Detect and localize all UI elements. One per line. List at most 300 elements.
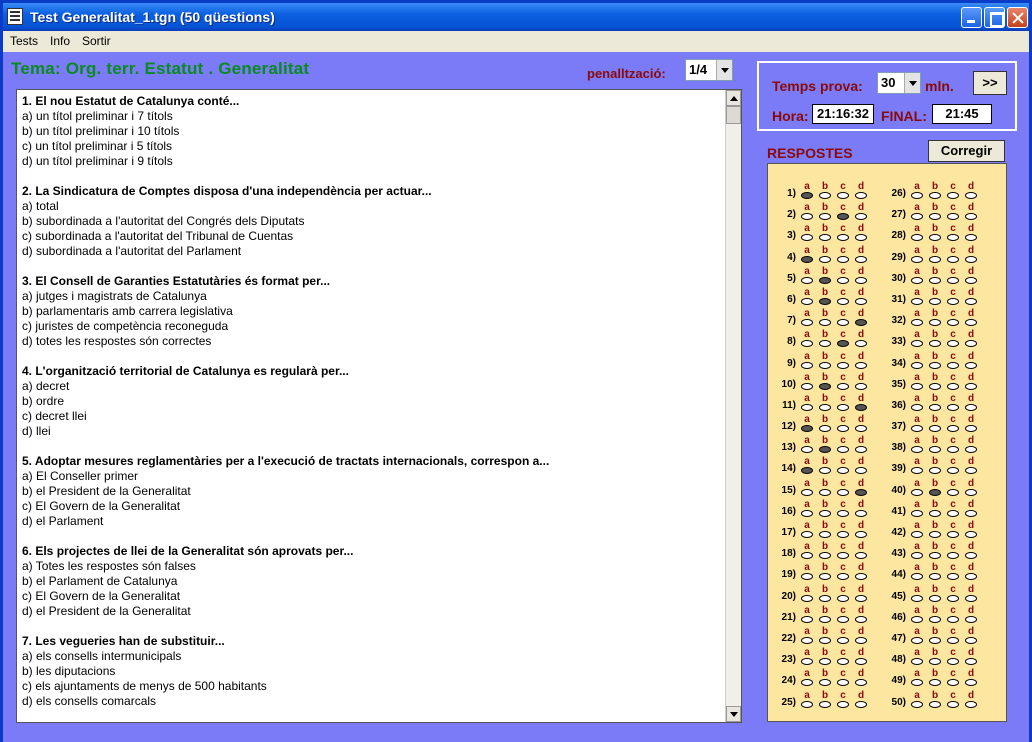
answer-bubble[interactable] (947, 467, 959, 474)
answer-option-d[interactable] (854, 415, 868, 432)
answer-option-b[interactable] (818, 606, 832, 623)
answer-bubble[interactable] (819, 595, 831, 602)
answer-bubble[interactable] (819, 340, 831, 347)
answer-bubble[interactable] (929, 510, 941, 517)
answer-bubble[interactable] (855, 616, 867, 623)
answer-option-d[interactable] (964, 203, 978, 220)
answer-bubble[interactable] (837, 340, 849, 347)
answer-option-a[interactable] (800, 436, 814, 453)
answer-bubble[interactable] (911, 573, 923, 580)
menu-tests[interactable]: Tests (10, 34, 39, 48)
answer-bubble[interactable] (837, 637, 849, 644)
answer-bubble[interactable] (837, 531, 849, 538)
answer-option-a[interactable] (910, 669, 924, 686)
answer-bubble[interactable] (965, 552, 977, 559)
answer-option-c[interactable] (836, 267, 850, 284)
answer-option-a[interactable] (910, 691, 924, 708)
answer-option-a[interactable] (800, 415, 814, 432)
answer-bubble[interactable] (965, 510, 977, 517)
answer-option-d[interactable] (854, 521, 868, 538)
answer-bubble[interactable] (837, 213, 849, 220)
answer-bubble[interactable] (855, 383, 867, 390)
answer-option-a[interactable] (800, 521, 814, 538)
answer-bubble[interactable] (929, 404, 941, 411)
answer-option-c[interactable] (946, 648, 960, 665)
answer-option-d[interactable] (964, 457, 978, 474)
answer-option-a[interactable] (910, 309, 924, 326)
answer-option-c[interactable] (946, 182, 960, 199)
answer-bubble[interactable] (911, 531, 923, 538)
answer-option-d[interactable] (964, 330, 978, 347)
answer-bubble[interactable] (965, 446, 977, 453)
answer-option-a[interactable] (800, 542, 814, 559)
answer-bubble[interactable] (911, 510, 923, 517)
answer-bubble[interactable] (801, 467, 813, 474)
answer-bubble[interactable] (947, 213, 959, 220)
answer-bubble[interactable] (801, 679, 813, 686)
answer-bubble[interactable] (965, 701, 977, 708)
answer-option-a[interactable] (800, 203, 814, 220)
answer-bubble[interactable] (929, 637, 941, 644)
answer-option-d[interactable] (854, 648, 868, 665)
answer-option-c[interactable] (836, 309, 850, 326)
answer-bubble[interactable] (965, 425, 977, 432)
answer-bubble[interactable] (837, 383, 849, 390)
answer-bubble[interactable] (819, 277, 831, 284)
answer-option-b[interactable] (928, 669, 942, 686)
answer-option-d[interactable] (854, 606, 868, 623)
answer-bubble[interactable] (801, 552, 813, 559)
answer-bubble[interactable] (911, 446, 923, 453)
answer-option-d[interactable] (854, 203, 868, 220)
answer-bubble[interactable] (801, 637, 813, 644)
answer-option-d[interactable] (964, 500, 978, 517)
answer-option-b[interactable] (928, 500, 942, 517)
answer-option-a[interactable] (800, 182, 814, 199)
answer-option-d[interactable] (964, 691, 978, 708)
answer-bubble[interactable] (855, 362, 867, 369)
answer-option-a[interactable] (800, 606, 814, 623)
answer-bubble[interactable] (947, 658, 959, 665)
answer-option-c[interactable] (836, 246, 850, 263)
answer-option-d[interactable] (854, 585, 868, 602)
answer-option-c[interactable] (836, 500, 850, 517)
answer-bubble[interactable] (837, 446, 849, 453)
answer-option-d[interactable] (964, 479, 978, 496)
answer-bubble[interactable] (911, 383, 923, 390)
answer-option-b[interactable] (928, 627, 942, 644)
answer-bubble[interactable] (929, 192, 941, 199)
answer-bubble[interactable] (837, 595, 849, 602)
answer-option-d[interactable] (854, 479, 868, 496)
answer-option-b[interactable] (928, 457, 942, 474)
answer-option-a[interactable] (800, 479, 814, 496)
answer-option-d[interactable] (964, 267, 978, 284)
answer-bubble[interactable] (947, 489, 959, 496)
answer-bubble[interactable] (911, 679, 923, 686)
answer-bubble[interactable] (819, 362, 831, 369)
answer-option-a[interactable] (800, 691, 814, 708)
answer-option-b[interactable] (818, 182, 832, 199)
answer-option-b[interactable] (818, 246, 832, 263)
answer-option-d[interactable] (854, 182, 868, 199)
answer-bubble[interactable] (819, 256, 831, 263)
answer-bubble[interactable] (947, 340, 959, 347)
answer-option-b[interactable] (928, 521, 942, 538)
answer-option-c[interactable] (836, 627, 850, 644)
answer-option-b[interactable] (928, 224, 942, 241)
answer-bubble[interactable] (837, 573, 849, 580)
answer-option-a[interactable] (800, 585, 814, 602)
answer-option-b[interactable] (818, 373, 832, 390)
answer-option-c[interactable] (946, 563, 960, 580)
correct-button[interactable]: Corregir (928, 140, 1005, 162)
answer-option-a[interactable] (910, 521, 924, 538)
answer-bubble[interactable] (947, 277, 959, 284)
answer-bubble[interactable] (929, 383, 941, 390)
answer-option-a[interactable] (910, 224, 924, 241)
answer-bubble[interactable] (855, 489, 867, 496)
answer-option-c[interactable] (946, 627, 960, 644)
answer-option-b[interactable] (928, 330, 942, 347)
answer-bubble[interactable] (855, 213, 867, 220)
answer-bubble[interactable] (929, 658, 941, 665)
answer-option-c[interactable] (946, 288, 960, 305)
answer-bubble[interactable] (837, 404, 849, 411)
answer-option-b[interactable] (928, 246, 942, 263)
answer-bubble[interactable] (911, 637, 923, 644)
answer-bubble[interactable] (819, 213, 831, 220)
answer-option-a[interactable] (910, 182, 924, 199)
answer-option-b[interactable] (928, 309, 942, 326)
answer-option-c[interactable] (946, 669, 960, 686)
answer-bubble[interactable] (855, 573, 867, 580)
answer-option-c[interactable] (836, 669, 850, 686)
answer-option-d[interactable] (854, 309, 868, 326)
answer-option-c[interactable] (946, 203, 960, 220)
answer-option-b[interactable] (928, 267, 942, 284)
answer-option-b[interactable] (818, 563, 832, 580)
answer-bubble[interactable] (911, 701, 923, 708)
answer-bubble[interactable] (947, 552, 959, 559)
answer-bubble[interactable] (801, 510, 813, 517)
scroll-up-arrow-icon[interactable] (726, 90, 741, 106)
answer-option-b[interactable] (818, 521, 832, 538)
answer-option-d[interactable] (964, 373, 978, 390)
answer-bubble[interactable] (965, 637, 977, 644)
answer-bubble[interactable] (801, 213, 813, 220)
answer-option-b[interactable] (928, 394, 942, 411)
answer-option-b[interactable] (818, 648, 832, 665)
answer-bubble[interactable] (855, 446, 867, 453)
answer-option-b[interactable] (928, 542, 942, 559)
answer-option-d[interactable] (964, 352, 978, 369)
answer-bubble[interactable] (947, 192, 959, 199)
answer-bubble[interactable] (855, 637, 867, 644)
answer-bubble[interactable] (947, 573, 959, 580)
answer-option-a[interactable] (910, 585, 924, 602)
answer-option-d[interactable] (964, 585, 978, 602)
answer-option-d[interactable] (854, 394, 868, 411)
answer-bubble[interactable] (911, 340, 923, 347)
answer-bubble[interactable] (929, 256, 941, 263)
answer-option-d[interactable] (964, 606, 978, 623)
answer-option-a[interactable] (800, 246, 814, 263)
answer-bubble[interactable] (911, 192, 923, 199)
answer-option-d[interactable] (854, 542, 868, 559)
answer-option-b[interactable] (928, 436, 942, 453)
answer-bubble[interactable] (947, 446, 959, 453)
answer-bubble[interactable] (855, 595, 867, 602)
answer-bubble[interactable] (947, 234, 959, 241)
answer-option-a[interactable] (910, 627, 924, 644)
answer-option-d[interactable] (854, 352, 868, 369)
answer-option-d[interactable] (964, 563, 978, 580)
answer-option-b[interactable] (818, 394, 832, 411)
answer-option-b[interactable] (818, 669, 832, 686)
answer-bubble[interactable] (819, 637, 831, 644)
answer-bubble[interactable] (837, 467, 849, 474)
answer-option-b[interactable] (818, 224, 832, 241)
answer-option-b[interactable] (818, 267, 832, 284)
title-bar[interactable] (3, 3, 1029, 31)
answer-option-a[interactable] (910, 648, 924, 665)
answer-bubble[interactable] (911, 362, 923, 369)
answer-bubble[interactable] (911, 319, 923, 326)
answer-option-c[interactable] (836, 352, 850, 369)
answer-option-d[interactable] (854, 436, 868, 453)
answer-bubble[interactable] (801, 425, 813, 432)
minimize-button[interactable] (961, 7, 982, 28)
answer-bubble[interactable] (855, 679, 867, 686)
answer-bubble[interactable] (929, 298, 941, 305)
answer-bubble[interactable] (855, 256, 867, 263)
answer-bubble[interactable] (947, 298, 959, 305)
answer-bubble[interactable] (819, 701, 831, 708)
answer-bubble[interactable] (947, 616, 959, 623)
answer-bubble[interactable] (965, 256, 977, 263)
answer-option-c[interactable] (946, 521, 960, 538)
answer-bubble[interactable] (965, 573, 977, 580)
answer-bubble[interactable] (855, 658, 867, 665)
answer-option-c[interactable] (836, 436, 850, 453)
answer-bubble[interactable] (965, 277, 977, 284)
answer-bubble[interactable] (911, 425, 923, 432)
answer-bubble[interactable] (855, 467, 867, 474)
answer-option-d[interactable] (964, 669, 978, 686)
answer-option-a[interactable] (800, 627, 814, 644)
answer-bubble[interactable] (947, 383, 959, 390)
answer-option-a[interactable] (910, 330, 924, 347)
answer-bubble[interactable] (801, 489, 813, 496)
answer-option-b[interactable] (818, 352, 832, 369)
chevron-down-icon[interactable] (904, 73, 920, 93)
answer-bubble[interactable] (837, 425, 849, 432)
answer-bubble[interactable] (965, 298, 977, 305)
answer-bubble[interactable] (837, 362, 849, 369)
answer-option-c[interactable] (836, 288, 850, 305)
answer-bubble[interactable] (911, 404, 923, 411)
answer-bubble[interactable] (965, 213, 977, 220)
answer-option-c[interactable] (836, 394, 850, 411)
answer-option-c[interactable] (836, 203, 850, 220)
answer-option-b[interactable] (818, 691, 832, 708)
answer-bubble[interactable] (911, 616, 923, 623)
answer-bubble[interactable] (929, 531, 941, 538)
test-time-select[interactable] (877, 72, 921, 94)
answer-option-a[interactable] (910, 203, 924, 220)
answer-bubble[interactable] (929, 467, 941, 474)
answer-option-c[interactable] (946, 457, 960, 474)
answer-option-d[interactable] (964, 542, 978, 559)
answer-bubble[interactable] (929, 679, 941, 686)
answer-option-c[interactable] (836, 521, 850, 538)
answer-option-b[interactable] (928, 373, 942, 390)
answer-bubble[interactable] (837, 489, 849, 496)
answer-bubble[interactable] (801, 340, 813, 347)
answer-bubble[interactable] (965, 658, 977, 665)
answer-option-d[interactable] (854, 669, 868, 686)
answer-bubble[interactable] (837, 277, 849, 284)
answer-option-c[interactable] (946, 394, 960, 411)
answer-option-c[interactable] (946, 542, 960, 559)
answer-bubble[interactable] (911, 298, 923, 305)
answer-bubble[interactable] (855, 192, 867, 199)
answer-option-b[interactable] (818, 309, 832, 326)
answer-bubble[interactable] (801, 256, 813, 263)
answer-bubble[interactable] (855, 234, 867, 241)
answer-option-b[interactable] (928, 606, 942, 623)
answer-bubble[interactable] (801, 234, 813, 241)
answer-bubble[interactable] (801, 277, 813, 284)
answer-bubble[interactable] (837, 319, 849, 326)
answer-bubble[interactable] (929, 489, 941, 496)
answer-bubble[interactable] (947, 362, 959, 369)
answer-bubble[interactable] (965, 595, 977, 602)
answer-option-a[interactable] (910, 246, 924, 263)
answer-option-d[interactable] (854, 373, 868, 390)
answer-bubble[interactable] (929, 595, 941, 602)
answer-bubble[interactable] (929, 362, 941, 369)
answer-bubble[interactable] (911, 277, 923, 284)
answer-option-a[interactable] (800, 457, 814, 474)
answer-option-a[interactable] (910, 394, 924, 411)
answer-bubble[interactable] (801, 362, 813, 369)
answer-bubble[interactable] (801, 701, 813, 708)
answer-bubble[interactable] (819, 467, 831, 474)
answer-bubble[interactable] (947, 701, 959, 708)
answer-bubble[interactable] (837, 701, 849, 708)
answer-option-b[interactable] (818, 330, 832, 347)
answer-option-c[interactable] (946, 691, 960, 708)
answer-option-b[interactable] (818, 203, 832, 220)
answer-option-b[interactable] (928, 585, 942, 602)
answer-bubble[interactable] (947, 510, 959, 517)
answer-option-c[interactable] (836, 585, 850, 602)
answer-bubble[interactable] (929, 340, 941, 347)
answer-bubble[interactable] (947, 531, 959, 538)
answer-option-c[interactable] (836, 479, 850, 496)
answer-bubble[interactable] (819, 404, 831, 411)
answer-option-b[interactable] (818, 479, 832, 496)
answer-option-a[interactable] (800, 563, 814, 580)
answer-bubble[interactable] (837, 234, 849, 241)
answer-bubble[interactable] (855, 298, 867, 305)
answer-bubble[interactable] (855, 404, 867, 411)
answer-option-b[interactable] (928, 648, 942, 665)
menu-info[interactable]: Info (50, 34, 71, 48)
answer-bubble[interactable] (819, 531, 831, 538)
answer-bubble[interactable] (911, 256, 923, 263)
answer-bubble[interactable] (965, 531, 977, 538)
answer-bubble[interactable] (837, 256, 849, 263)
answer-option-c[interactable] (836, 691, 850, 708)
answer-bubble[interactable] (801, 446, 813, 453)
answer-bubble[interactable] (801, 404, 813, 411)
answer-option-d[interactable] (964, 627, 978, 644)
answer-bubble[interactable] (911, 213, 923, 220)
answer-option-d[interactable] (964, 521, 978, 538)
answer-option-c[interactable] (946, 246, 960, 263)
answer-bubble[interactable] (965, 234, 977, 241)
answer-option-c[interactable] (946, 585, 960, 602)
answer-option-c[interactable] (836, 648, 850, 665)
answer-bubble[interactable] (947, 404, 959, 411)
answer-bubble[interactable] (801, 531, 813, 538)
answer-bubble[interactable] (837, 679, 849, 686)
answer-option-c[interactable] (946, 330, 960, 347)
answer-option-d[interactable] (854, 288, 868, 305)
answer-bubble[interactable] (801, 192, 813, 199)
answer-bubble[interactable] (819, 510, 831, 517)
vertical-scrollbar[interactable] (725, 90, 741, 722)
answer-option-d[interactable] (854, 246, 868, 263)
answer-bubble[interactable] (965, 467, 977, 474)
answer-option-c[interactable] (946, 479, 960, 496)
answer-bubble[interactable] (947, 425, 959, 432)
answer-bubble[interactable] (965, 616, 977, 623)
answer-bubble[interactable] (965, 679, 977, 686)
answer-option-b[interactable] (928, 479, 942, 496)
answer-bubble[interactable] (929, 319, 941, 326)
answer-bubble[interactable] (855, 552, 867, 559)
answer-bubble[interactable] (819, 573, 831, 580)
answer-option-a[interactable] (800, 669, 814, 686)
answer-option-c[interactable] (946, 415, 960, 432)
answer-option-b[interactable] (928, 203, 942, 220)
answer-bubble[interactable] (965, 362, 977, 369)
answer-option-d[interactable] (964, 648, 978, 665)
answer-option-d[interactable] (964, 246, 978, 263)
answer-option-c[interactable] (836, 224, 850, 241)
answer-option-a[interactable] (910, 267, 924, 284)
answer-option-c[interactable] (836, 542, 850, 559)
answer-bubble[interactable] (819, 679, 831, 686)
answer-bubble[interactable] (929, 573, 941, 580)
answer-option-b[interactable] (818, 415, 832, 432)
answer-option-b[interactable] (928, 563, 942, 580)
answer-bubble[interactable] (911, 234, 923, 241)
answer-option-d[interactable] (964, 182, 978, 199)
answer-option-b[interactable] (818, 627, 832, 644)
answer-bubble[interactable] (819, 658, 831, 665)
answer-option-a[interactable] (800, 309, 814, 326)
answer-option-c[interactable] (836, 330, 850, 347)
answer-option-d[interactable] (854, 267, 868, 284)
answer-bubble[interactable] (801, 298, 813, 305)
answer-option-a[interactable] (910, 457, 924, 474)
answer-bubble[interactable] (855, 319, 867, 326)
